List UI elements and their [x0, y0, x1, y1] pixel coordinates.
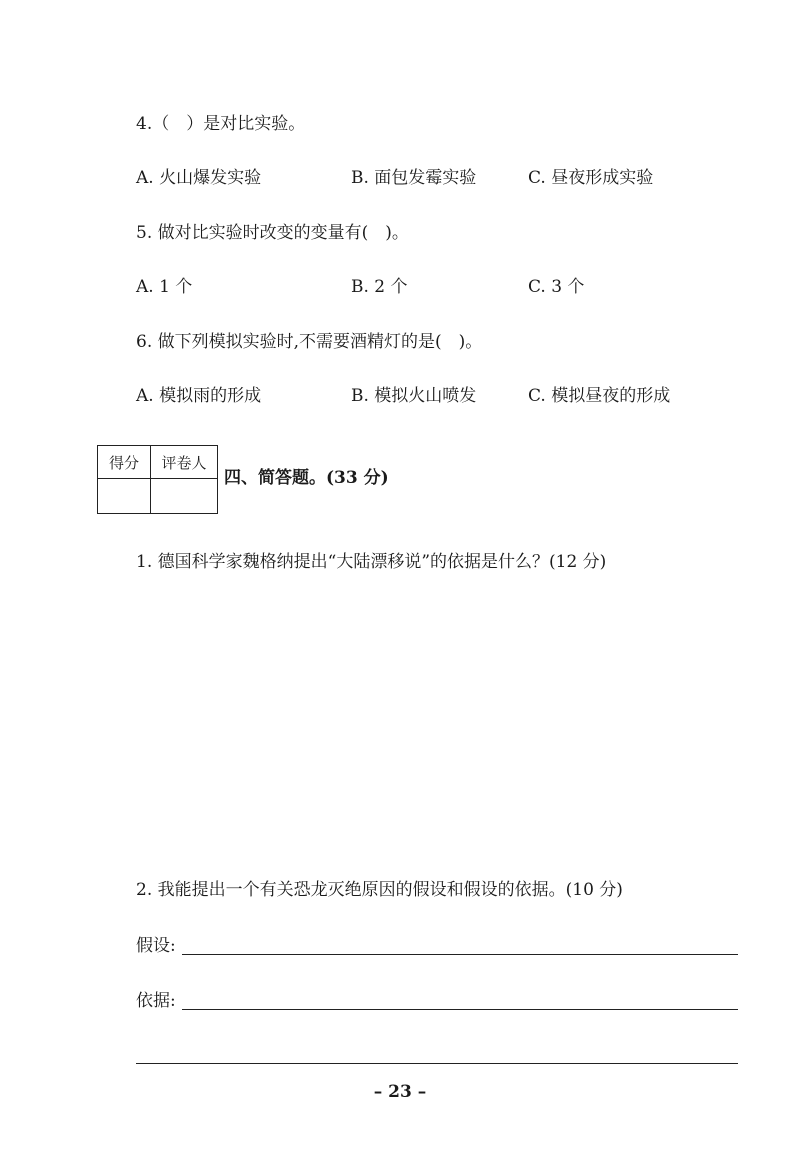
basis-label: 依据: [136, 991, 176, 1011]
hypothesis-label: 假设: [136, 936, 176, 956]
question-5-option-c: C. 3 个 [528, 277, 585, 297]
basis-answer-line[interactable] [182, 1009, 738, 1010]
grader-cell[interactable] [151, 479, 218, 514]
short-answer-2-stem: 2. 我能提出一个有关恐龙灭绝原因的假设和假设的依据。(10 分) [136, 880, 623, 900]
extra-answer-line[interactable] [136, 1063, 738, 1064]
question-5-stem: 5. 做对比实验时改变的变量有( )。 [136, 223, 409, 243]
question-6-option-c: C. 模拟昼夜的形成 [528, 386, 671, 406]
section-title: 四、简答题。(33 分) [224, 468, 389, 488]
short-answer-1-stem: 1. 德国科学家魏格纳提出“大陆漂移说”的依据是什么？(12 分) [136, 552, 607, 572]
question-4-stem: 4.（ ）是对比实验。 [136, 114, 306, 134]
question-4-option-b: B. 面包发霉实验 [351, 168, 477, 188]
question-6-option-a: A. 模拟雨的形成 [136, 386, 262, 406]
question-4-option-a: A. 火山爆发实验 [136, 168, 262, 188]
question-5-option-a: A. 1 个 [136, 277, 193, 297]
question-4-option-c: C. 昼夜形成实验 [528, 168, 654, 188]
score-table [97, 445, 218, 514]
question-6-stem: 6. 做下列模拟实验时,不需要酒精灯的是( )。 [136, 332, 483, 352]
question-5-option-b: B. 2 个 [351, 277, 408, 297]
score-header: 得分 [98, 446, 151, 479]
score-cell[interactable] [98, 479, 151, 514]
question-6-option-b: B. 模拟火山喷发 [351, 386, 477, 406]
hypothesis-answer-line[interactable] [182, 954, 738, 955]
page-number: – 23 – [373, 1082, 427, 1102]
grader-header: 评卷人 [151, 446, 218, 479]
